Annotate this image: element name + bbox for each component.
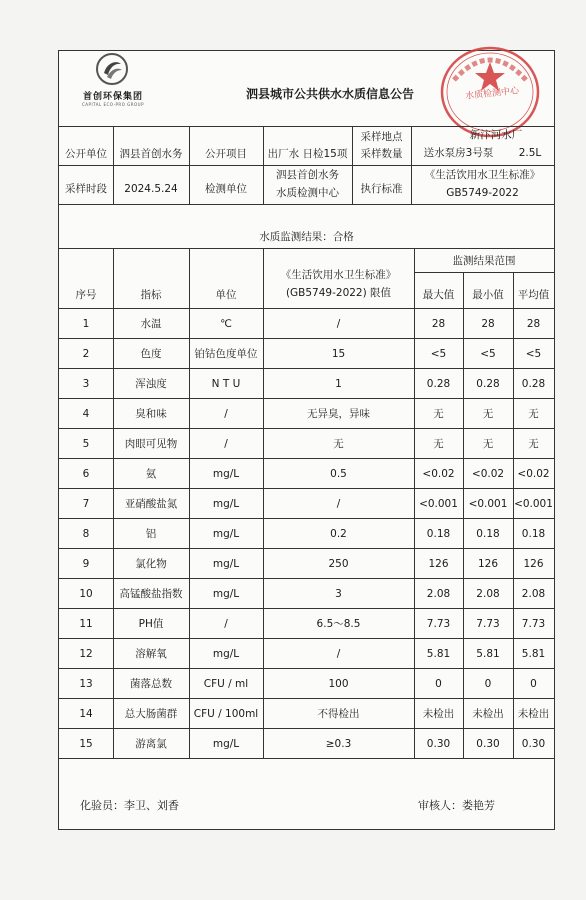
table-cell-no: 6 [82,467,90,480]
result-line: 水质监测结果：合格 [259,230,354,243]
info-site-label: 采样地点 [360,130,403,143]
table-cell-unit: ℃ [220,317,232,330]
table-cell-avg: 7.73 [521,617,546,630]
info-period-value: 2024.5.24 [124,183,178,195]
table-cell-unit: / [224,407,228,420]
table-cell-limit: 无异臭，异味 [307,407,370,420]
info-standard-label: 执行标准 [360,183,403,195]
table-cell-unit: / [224,617,228,630]
info-publisher-value: 泗县首创水务 [119,147,183,160]
table-cell-max: 0.18 [426,527,451,540]
th-max: 最大值 [422,288,455,301]
table-cell-max: 0 [435,677,442,690]
page-title: 泗县城市公共供水水质信息公告 [245,87,414,101]
table-cell-item: 总大肠菌群 [124,707,178,720]
info-project-value: 出厂水 日检15项 [267,147,348,160]
table-cell-item: 肉眼可见物 [124,437,178,450]
table-cell-unit: CFU / ml [203,677,249,690]
table-cell-max: 0.30 [426,737,451,750]
table-cell-limit: 15 [331,347,346,360]
table-cell-limit: 0.2 [330,527,347,540]
table-cell-max: 7.73 [426,617,451,630]
logo-emblem-icon [95,52,129,86]
table-cell-unit: mg/L [212,527,240,540]
table-cell-no: 12 [79,647,93,660]
th-avg: 平均值 [517,288,550,301]
info-lab-label: 检测单位 [205,183,247,195]
table-cell-avg: 未检出 [517,707,550,720]
th-min: 最小值 [472,288,504,301]
table-cell-no: 8 [82,527,90,540]
th-item: 指标 [140,288,162,301]
table-cell-avg: 28 [526,317,541,330]
table-cell-no: 15 [79,737,93,750]
row-divider [59,728,554,729]
table-cell-limit: 6.5～8.5 [316,617,361,630]
table-cell-avg: 0.28 [521,377,546,390]
table-cell-min: 5.81 [476,647,500,660]
table-cell-limit: 1 [335,377,342,390]
table-cell-avg: <0.02 [517,467,550,480]
rule-result [59,248,554,249]
table-cell-max: 28 [431,317,446,330]
table-cell-limit: / [336,647,341,660]
th-range: 监测结果范围 [452,254,516,267]
row-divider [59,518,554,519]
table-cell-item: 水温 [140,317,162,330]
row-divider [59,578,554,579]
table-cell-limit: ≥0.3 [325,737,352,750]
table-cell-min: 无 [482,407,494,420]
table-cell-item: PH值 [138,617,164,630]
rule-info-bottom [59,204,554,205]
table-cell-no: 13 [79,677,93,690]
info-project-label: 公开项目 [205,147,247,160]
table-cell-no: 14 [79,707,93,720]
table-cell-unit: mg/L [212,497,240,510]
table-cell-max: 5.81 [426,647,451,660]
table-cell-no: 11 [79,617,93,630]
table-cell-min: 0.30 [476,737,500,750]
info-site-value-1: 新汴河水厂 [469,128,523,141]
table-cell-max: <0.001 [419,497,458,510]
table-cell-item: 高锰酸盐指数 [119,587,183,600]
table-cell-avg: 5.81 [521,647,546,660]
table-cell-limit: / [336,497,341,510]
table-cell-no: 3 [82,377,90,390]
table-cell-unit: mg/L [212,737,240,750]
table-cell-unit: mg/L [212,587,240,600]
table-cell-min: 无 [482,437,494,450]
table-cell-item: 色度 [140,347,162,360]
table-cell-no: 2 [82,347,90,360]
row-divider [59,608,554,609]
logo-english-name: CAPITAL ECO-PRO GROUP [82,102,144,107]
table-cell-item: 氯化物 [135,557,167,570]
th-limit-2: (GB5749-2022) 限值 [285,286,392,299]
rule-range-split [414,272,554,273]
table-cell-avg: 0.18 [521,527,546,540]
info-publisher-label: 公开单位 [65,147,107,160]
info-lab-value-1: 泗县首创水务 [276,169,339,181]
table-cell-avg: <5 [525,347,542,360]
table-cell-min: 0.18 [476,527,500,540]
table-cell-max: 2.08 [426,587,451,600]
table-cell-limit: 无 [333,437,344,450]
table-cell-min: <0.001 [468,497,508,510]
table-cell-min: 0 [484,677,492,690]
table-cell-min: 2.08 [476,587,500,600]
table-cell-max: 无 [433,407,444,420]
table-cell-max: 未检出 [422,707,455,720]
logo-chinese-name: 首创环保集团 [82,92,143,102]
table-cell-limit: 100 [328,677,349,690]
table-cell-limit: 250 [328,557,349,570]
table-cell-item: 臭和味 [135,407,167,420]
table-cell-no: 5 [82,437,90,450]
table-cell-avg: <0.001 [514,497,553,510]
info-period-label: 采样时段 [65,183,107,195]
table-cell-min: <0.02 [471,467,505,480]
table-cell-item: 浑浊度 [135,377,167,390]
table-cell-no: 9 [82,557,90,570]
rule-info-top [59,126,554,127]
table-cell-avg: 0.30 [521,737,546,750]
info-quantity-value: 2.5L [518,146,542,159]
table-cell-no: 10 [79,587,93,600]
rule-table-bottom [59,758,554,759]
info-standard-value-1: 《生活饮用水卫生标准》 [424,169,541,181]
tester-signature: 化验员：李卫、刘香 [80,799,179,812]
table-cell-min: 0.28 [476,377,500,390]
table-cell-unit: N T U [211,377,241,390]
rule-header-bottom [59,308,554,309]
table-cell-item: 游离氯 [135,737,167,750]
table-cell-max: 126 [428,557,449,570]
row-divider [59,398,554,399]
table-cell-unit: 铂钴色度单位 [194,347,258,360]
table-cell-unit: CFU / 100ml [193,707,259,720]
table-cell-max: <5 [430,347,447,360]
table-cell-max: <0.02 [422,467,455,480]
table-cell-avg: 无 [528,437,539,450]
table-cell-max: 0.28 [426,377,451,390]
info-standard-value-2: GB5749-2022 [446,187,519,199]
th-unit: 单位 [215,288,237,301]
table-cell-avg: 0 [530,677,537,690]
row-divider [59,488,554,489]
table-cell-unit: / [224,437,228,450]
table-cell-min: <5 [480,347,496,360]
table-cell-avg: 无 [528,407,539,420]
info-site-value-2: 送水泵房3号泵 [423,146,494,159]
info-quantity-label: 采样数量 [360,147,403,160]
table-cell-limit: 0.5 [330,467,347,480]
table-cell-limit: 3 [335,587,342,600]
info-lab-value-2: 水质检测中心 [276,187,339,199]
table-cell-min: 126 [477,557,499,570]
table-cell-no: 4 [82,407,90,420]
table-cell-unit: mg/L [212,467,240,480]
row-divider [59,638,554,639]
table-cell-no: 1 [82,317,90,330]
table-cell-avg: 126 [523,557,544,570]
th-no: 序号 [75,288,97,301]
reviewer-signature: 审核人：娄艳芳 [418,799,495,812]
row-divider [59,548,554,549]
table-cell-item: 菌落总数 [130,677,172,690]
table-cell-unit: mg/L [212,557,240,570]
seal-text: 水质检测中心 [464,86,520,102]
row-divider [59,428,554,429]
th-limit-1: 《生活饮用水卫生标准》 [280,268,397,281]
table-cell-item: 亚硝酸盐氮 [124,497,178,510]
table-cell-min: 28 [481,317,495,330]
table-cell-limit: / [336,317,341,330]
table-cell-limit: 不得检出 [317,707,360,720]
row-divider [59,668,554,669]
table-cell-item: 铝 [145,527,157,540]
table-cell-item: 氨 [145,467,157,480]
row-divider [59,338,554,339]
row-divider [59,458,554,459]
table-cell-item: 溶解氧 [135,647,167,660]
row-divider [59,698,554,699]
table-cell-max: 无 [433,437,444,450]
company-logo [73,52,153,112]
row-divider [59,368,554,369]
table-cell-min: 未检出 [472,707,504,720]
official-seal [428,40,544,140]
table-cell-no: 7 [82,497,90,510]
table-cell-unit: mg/L [212,647,240,660]
table-cell-min: 7.73 [476,617,500,630]
table-cell-avg: 2.08 [521,587,546,600]
